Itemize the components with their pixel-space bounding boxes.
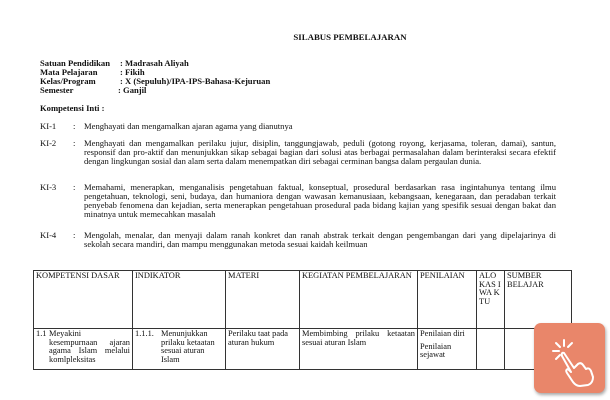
header-materi: MATERI bbox=[226, 271, 300, 329]
header-kegiatan: KEGIATAN PEMBELAJARAN bbox=[300, 271, 418, 329]
table-header-row bbox=[34, 271, 572, 329]
document-title: SILABUS PEMBELAJARAN bbox=[293, 32, 407, 42]
ki-item: KI-3 : Memahami, menerapkan, menganalisis pengetahuan faktual, konseptual, prosedural berdasarkan rasa ingintahunya tentang ilmu pengetahuan, teknologi, seni, budaya, dan humaniora dengan wawasan kemanusiaan, kebangsaan, kenegaraan, dan peradaban terkait penyebab fenomena dan kejadian, serta menerapkan pengetahuan prosedural pada bidang kajian yang spesifik sesuai dengan bakat dan minatnya untuk memecahkan masalah bbox=[40, 182, 556, 219]
hand-tap-icon bbox=[534, 323, 605, 393]
syllabus-table bbox=[33, 270, 572, 370]
ki-item: KI-2 : Menghayati dan mengamalkan perilaku jujur, disiplin, tanggungjawab, peduli (gotong royong, kerjasama, toleran, damai), santun, responsif dan pro-aktif dan menunjukkan sikap sebagai bagian dari solusi atas berbagai permasalahan dalam berinteraksi secara efektif dengan lingkungan sosial dan alam serta dalam menempatkan diri sebagai cerminan bangsa dalam pergaulan dunia. bbox=[40, 138, 556, 166]
cell-penilaian: Penilaian diri Penilaian sejawat bbox=[418, 329, 477, 370]
cell-kd: 1.1 Meyakini kesempurnaan ajaran agama Islam melalui komlpleksitas bbox=[34, 329, 133, 370]
cell-indikator: 1.1.1. Menunjukkan prilaku ketaatan sesuai aturan Islam bbox=[133, 329, 226, 370]
header-alokasi: ALO KAS I WA KTU bbox=[477, 271, 505, 329]
interactive-tap-button[interactable] bbox=[534, 323, 605, 393]
header-sumber: SUMBER BELAJAR bbox=[505, 271, 572, 329]
info-row: Satuan Pendidikan : Madrasah Aliyah bbox=[40, 58, 189, 68]
header-indikator: INDIKATOR bbox=[133, 271, 226, 329]
ki-item: KI-4 : Mengolah, menalar, dan menyaji dalam ranah konkret dan ranah abstrak terkait dengan pengembangan dari yang dipelajarinya di sekolah secara mandiri, dan mampu menggunakan metoda sesuai kaidah keilmuan bbox=[40, 230, 556, 249]
table-row bbox=[34, 329, 572, 370]
cell-materi: Perilaku taat pada aturan hukum bbox=[226, 329, 300, 370]
cell-kegiatan: Membimbing prilaku ketaatan sesuai aturan Islam bbox=[300, 329, 418, 370]
info-row: Semester : Ganjil bbox=[40, 85, 147, 95]
header-kompetensi: KOMPETENSI DASAR bbox=[34, 271, 133, 329]
header-penilaian: PENILAIAN bbox=[418, 271, 477, 329]
info-row: Kelas/Program : X (Sepuluh)/IPA-IPS-Bahasa-Kejuruan bbox=[40, 76, 271, 86]
cell-alokasi bbox=[477, 329, 505, 370]
ki-heading: Kompetensi Inti : bbox=[40, 103, 105, 113]
ki-item: KI-1 : Menghayati dan mengamalkan ajaran agama yang dianutnya bbox=[40, 121, 293, 131]
info-row: Mata Pelajaran : Fikih bbox=[40, 67, 145, 77]
